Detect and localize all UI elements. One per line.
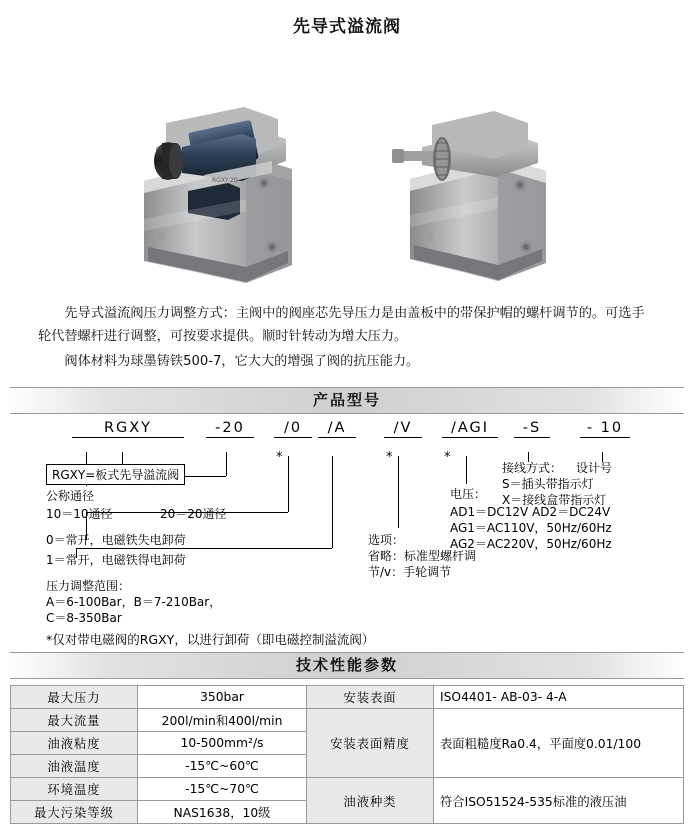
relief-valve-photo-right [370, 51, 600, 296]
asterisk-option: * [386, 450, 393, 465]
spec-label-3: 油液温度 [11, 755, 138, 778]
spec-banner: 技术性能参数 [10, 652, 684, 679]
note-pressure-title: 压力调整范围： [46, 579, 131, 593]
spec-label-0: 最大压力 [11, 686, 138, 709]
note-voltage-ad: AD1＝DC12V AD2＝DC24V [450, 505, 611, 519]
note-bore-title: 公称通径 [46, 489, 95, 503]
spec-label2-4: 油液种类 [307, 778, 434, 824]
spec-table [10, 685, 684, 824]
spec-value2-4: 符合ISO51524-535标准的液压油 [434, 778, 684, 824]
model-code-diagram [10, 420, 684, 647]
description-block [38, 302, 656, 373]
model-footnote: *仅对带电磁阀的RGXY，以进行卸荷（即电磁控制溢流阀） [46, 632, 375, 647]
code-part-option: /V [384, 420, 422, 438]
table-row [11, 686, 684, 709]
note-bore-10: 10＝10通径 [46, 507, 113, 521]
document-page [0, 12, 694, 828]
code-part-rgxy: RGXY [72, 420, 184, 438]
leader-voltage [466, 456, 467, 484]
note-option-title: 选项： [368, 533, 405, 547]
note-bore-20: 20＝20通径 [160, 507, 227, 521]
note-pressure-c: C＝8-350Bar [46, 611, 122, 625]
table-row [11, 709, 684, 732]
spec-label-5: 最大污染等级 [11, 801, 138, 824]
model-code-row [10, 420, 684, 446]
note-wiring-x: X＝接线盒带指示灯 [502, 493, 607, 507]
note-option-none: 省略：标准型螺杆调 [368, 549, 477, 563]
note-one: 1＝常开，电磁铁得电卸荷 [46, 553, 186, 567]
spec-value-1: 200l/min和400l/min [138, 709, 307, 732]
leader-bore [226, 452, 227, 476]
note-voltage-title: 电压： [450, 487, 487, 501]
relief-valve-photo-left [96, 51, 326, 296]
spec-value-0: 350bar [138, 686, 307, 709]
svg-text:RGXY-20: RGXY-20 [212, 177, 238, 184]
code-part-wiring: -S [514, 420, 550, 438]
note-voltage-ag2: AG2＝AC220V，50Hz/60Hz [450, 537, 612, 551]
leader-pressure-h [76, 548, 332, 549]
leader-option [398, 456, 399, 528]
description-paragraph-1: 先导式溢流阀压力调整方式：主阀中的阀座芯先导压力是由盖板中的带保护帽的螺杆调节的。可选手轮代替螺杆进行调整，可按要求提供。顺时针转动为增大压力。 [38, 306, 645, 344]
spec-label-4: 环境温度 [11, 778, 138, 801]
spec-value-2: 10-500mm²/s [138, 732, 307, 755]
product-photo-row [0, 51, 694, 296]
note-wiring-s: S＝插头带指示灯 [502, 477, 594, 491]
code-part-pressure: /A [318, 420, 356, 438]
code-part-zero: /0 [274, 420, 312, 438]
spec-value2-1: 表面粗糙度Ra0.4，平面度0.01/100 [434, 709, 684, 778]
note-option-v: 节/v：手轮调节 [368, 565, 452, 579]
leader-zero [288, 456, 289, 512]
note-wiring-title: 接线方式： [502, 461, 563, 475]
spec-label2-0: 安装表面 [307, 686, 434, 709]
spec-label-1: 最大流量 [11, 709, 138, 732]
spec-value-3: -15℃~60℃ [138, 755, 307, 778]
spec-value-4: -15℃~70℃ [138, 778, 307, 801]
spec-label-2: 油液粘度 [11, 732, 138, 755]
asterisk-voltage: * [444, 450, 451, 465]
code-part-bore: -20 [206, 420, 254, 438]
description-paragraph-2: 阀体材料为球墨铸铁500-7，它大大的增强了阀的抗压能力。 [64, 354, 420, 369]
code-part-design: - 10 [580, 420, 630, 438]
page-title: 先导式溢流阀 [293, 17, 401, 37]
note-pressure-a: A＝6-100Bar，B＝7-210Bar， [46, 595, 222, 609]
spec-value2-0: ISO4401‑ AB‑03‑ 4‑A [434, 686, 684, 709]
code-part-voltage: /AGⅠ [442, 420, 498, 438]
leader-pressure [332, 456, 333, 548]
spec-value-5: NAS1638，10级 [138, 801, 307, 824]
spec-label2-1: 安装表面精度 [307, 709, 434, 778]
note-rgxy: RGXY=板式先导溢流阀 [46, 464, 185, 485]
product-model-banner: 产品型号 [10, 387, 684, 414]
note-design-no: 设计号 [576, 461, 613, 475]
asterisk-zero: * [276, 450, 283, 465]
note-voltage-ag1: AG1＝AC110V，50Hz/60Hz [450, 521, 612, 535]
table-row [11, 778, 684, 801]
note-zero: 0＝常开，电磁铁失电卸荷 [46, 533, 186, 547]
